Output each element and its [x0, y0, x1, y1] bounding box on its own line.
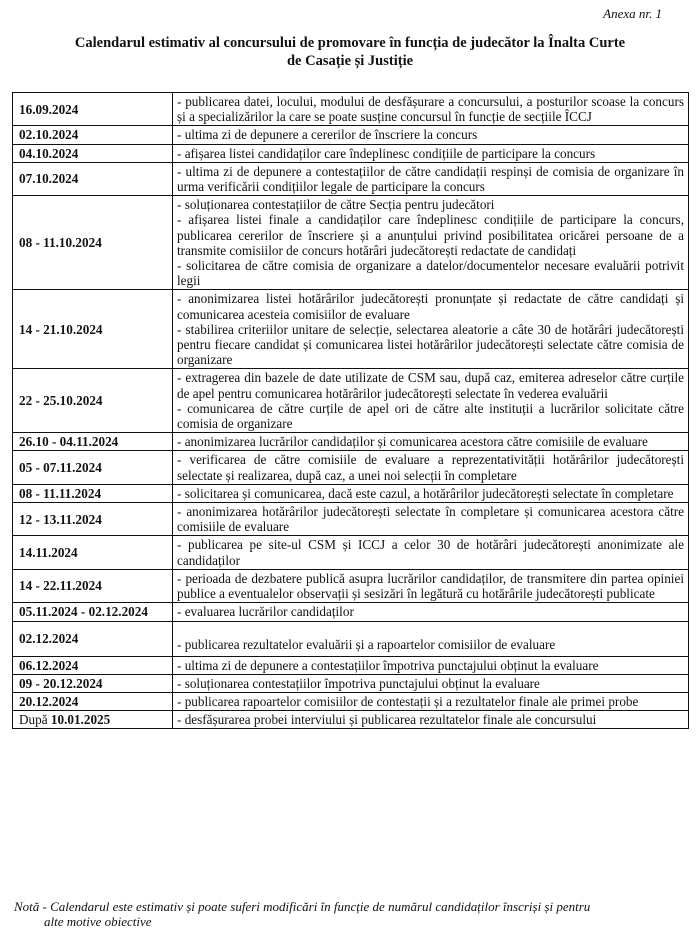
date-value: 02.12.2024: [19, 630, 79, 646]
date-value: 08 - 11.11.2024: [19, 485, 102, 501]
date-cell: [13, 536, 173, 569]
date-value: 07.10.2024: [19, 171, 79, 187]
table-row: [13, 93, 689, 126]
description-cell: [173, 621, 689, 656]
description-item: - desfășurarea probei interviului și publicarea rezultatelor finale ale concursului: [177, 712, 597, 728]
date-value: 08 - 11.10.2024: [19, 235, 102, 251]
date-value: 05.11.2024 - 02.12.2024: [19, 604, 148, 620]
date-cell: [13, 674, 173, 692]
description-item: - solicitarea de către comisia de organizare a datelor/documentelor necesare evaluării potrivit legii: [177, 258, 684, 289]
description-item: - anonimizarea lucrărilor candidaților și comunicarea acestora către comisiile de evaluare: [177, 434, 648, 450]
description-cell: [173, 711, 689, 729]
description-item: - afișarea listei finale a candidaților care îndeplinesc condițiile de participare la concurs, publicarea cererilor de înscriere și a anunțului privind posibilitatea oricărei persoane de a transmite comisiilor de concurs hotărâri judecătorești redactate de candidați: [177, 212, 684, 258]
footnote-line-1: Notă - Calendarul este estimativ și poate suferi modificări în funcție de numărul candidaților înscriși și pentru: [14, 899, 591, 914]
title-line-1: Calendarul estimativ al concursului de promovare în funcția de judecător la Înalta Curte: [74, 35, 626, 51]
table-row: [13, 569, 689, 602]
description-item: - solicitarea și comunicarea, dacă este cazul, a hotărârilor judecătorești selectate în completare: [177, 485, 674, 501]
annex-label: Anexa nr. 1: [603, 6, 662, 21]
table-row: [13, 674, 689, 692]
description-item: - ultima zi de depunere a contestațiilor împotriva punctajului obținut la evaluare: [177, 657, 599, 673]
description-item: - publicarea rapoartelor comisiilor de contestații și a rezultatelor finale ale primei probe: [177, 693, 639, 709]
date-cell: [13, 162, 173, 195]
calendar-table: [12, 92, 689, 729]
description-cell: [173, 369, 689, 433]
date-value: 05 - 07.11.2024: [19, 460, 102, 476]
date-cell: [13, 196, 173, 290]
date-cell: [13, 621, 173, 656]
date-value: 14 - 22.11.2024: [19, 578, 102, 594]
date-cell: [13, 369, 173, 433]
description-cell: [173, 126, 689, 144]
description-item: - verificarea de către comisiile de evaluare a reprezentativității hotărârilor judecătorești selectate și realizarea, după caz, a unei noi selecții în completare: [177, 452, 684, 483]
table-row: [13, 126, 689, 144]
table-row: [13, 433, 689, 451]
date-value: 26.10 - 04.11.2024: [19, 434, 119, 450]
description-item: - publicarea pe site-ul CSM și ICCJ a celor 30 de hotărâri judecătorești anonimizate ale candidaților: [177, 537, 684, 568]
date-value: 02.10.2024: [19, 127, 79, 143]
table-row: [13, 656, 689, 674]
footnote-line-2: alte motive obiective: [44, 914, 152, 929]
date-value: 14 - 21.10.2024: [19, 321, 103, 337]
description-item: - comunicarea de către curțile de apel ori de către alte instituții a lucrărilor solicitate către comisia de organizare: [177, 400, 684, 432]
date-cell: [13, 451, 173, 484]
table-row: [13, 692, 689, 710]
date-value: 22 - 25.10.2024: [19, 393, 103, 409]
description-item: - extragerea din bazele de date utilizate de CSM sau, după caz, emiterea adreselor către curțile de apel pentru comunicarea hotărârilor judecătorești selectate în vederea evaluării: [177, 370, 684, 401]
description-item: - anonimizarea listei hotărârilor judecătorești pronunțate și redactate de către candidați și comunicarea acesteia comisiilor de evaluare: [177, 291, 684, 322]
date-value: 14.11.2024: [19, 545, 78, 561]
calendar-table-body: [13, 93, 689, 729]
table-row: [13, 451, 689, 484]
description-cell: [173, 162, 689, 195]
date-cell: [13, 603, 173, 621]
description-item: - publicarea rezultatelor evaluării și a rapoartelor comisiilor de evaluare: [177, 637, 556, 653]
description-cell: [173, 290, 689, 369]
table-row: [13, 621, 689, 656]
date-prefix: După: [19, 712, 51, 728]
date-value: 09 - 20.12.2024: [19, 675, 103, 691]
date-cell: [13, 656, 173, 674]
description-cell: [173, 536, 689, 569]
date-cell: [13, 93, 173, 126]
table-row: [13, 503, 689, 536]
table-row: [13, 603, 689, 621]
date-cell: [13, 692, 173, 710]
table-row: [13, 144, 689, 162]
date-cell: [13, 711, 173, 729]
table-row: [13, 290, 689, 369]
date-value: 12 - 13.11.2024: [19, 511, 102, 527]
description-item: - soluționarea contestațiilor împotriva punctajului obținut la evaluare: [177, 675, 540, 691]
description-cell: [173, 451, 689, 484]
description-item: - ultima zi de depunere a cererilor de înscriere la concurs: [177, 127, 478, 143]
date-value: 06.12.2024: [19, 657, 79, 673]
footnote: [14, 899, 690, 929]
table-row: [13, 536, 689, 569]
date-cell: [13, 144, 173, 162]
description-cell: [173, 503, 689, 536]
description-item: - stabilirea criteriilor unitare de selecție, selectarea aleatorie a câte 30 de hotărâri judecătorești pentru fiecare candidat și comunicarea listei hotărârilor judecătorești selectate către comisia de organizare: [177, 321, 684, 368]
table-row: [13, 196, 689, 290]
date-cell: [13, 503, 173, 536]
description-cell: [173, 692, 689, 710]
table-row: [13, 484, 689, 502]
description-cell: [173, 603, 689, 621]
description-item: - soluționarea contestațiilor de către Secția pentru judecători: [177, 197, 495, 213]
date-value: 20.12.2024: [19, 693, 79, 709]
description-cell: [173, 433, 689, 451]
date-cell: [13, 569, 173, 602]
description-cell: [173, 484, 689, 502]
date-cell: [13, 433, 173, 451]
description-cell: [173, 674, 689, 692]
date-cell: [13, 290, 173, 369]
table-row: [13, 711, 689, 729]
description-cell: [173, 196, 689, 290]
description-item: - publicarea datei, locului, modului de desfășurare a concursului, a posturilor scoase la concurs și a specializărilor la care se poate susține concursul în funcție de secțiile ÎCCJ: [177, 94, 684, 125]
description-item: - anonimizarea hotărârilor judecătorești selectate în completare și comunicarea acestora către comisiile de evaluare: [177, 504, 684, 535]
date-value: 10.01.2025: [50, 712, 111, 728]
description-item: - evaluarea lucrărilor candidaților: [177, 604, 354, 620]
date-cell: [13, 484, 173, 502]
description-item: - afișarea listei candidaților care îndeplinesc condițiile de participare la concurs: [177, 145, 596, 161]
table-row: [13, 162, 689, 195]
description-item: - perioada de dezbatere publică asupra lucrărilor candidaților, de transmitere din partea opiniei publice a eventualelor observații și sesizări în legătură cu hotărârile judecătorești publicate: [177, 570, 684, 602]
date-value: 04.10.2024: [19, 145, 79, 161]
date-value: 16.09.2024: [19, 101, 79, 117]
document-title: [60, 34, 640, 70]
description-cell: [173, 144, 689, 162]
date-cell: [13, 126, 173, 144]
description-cell: [173, 569, 689, 602]
table-row: [13, 369, 689, 433]
description-item: - ultima zi de depunere a contestațiilor de către candidații respinși de comisia de organizare în urma verificării condițiilor legale de participare la concurs: [177, 163, 684, 195]
description-cell: [173, 93, 689, 126]
description-cell: [173, 656, 689, 674]
title-line-2: de Casație și Justiție: [286, 53, 414, 69]
